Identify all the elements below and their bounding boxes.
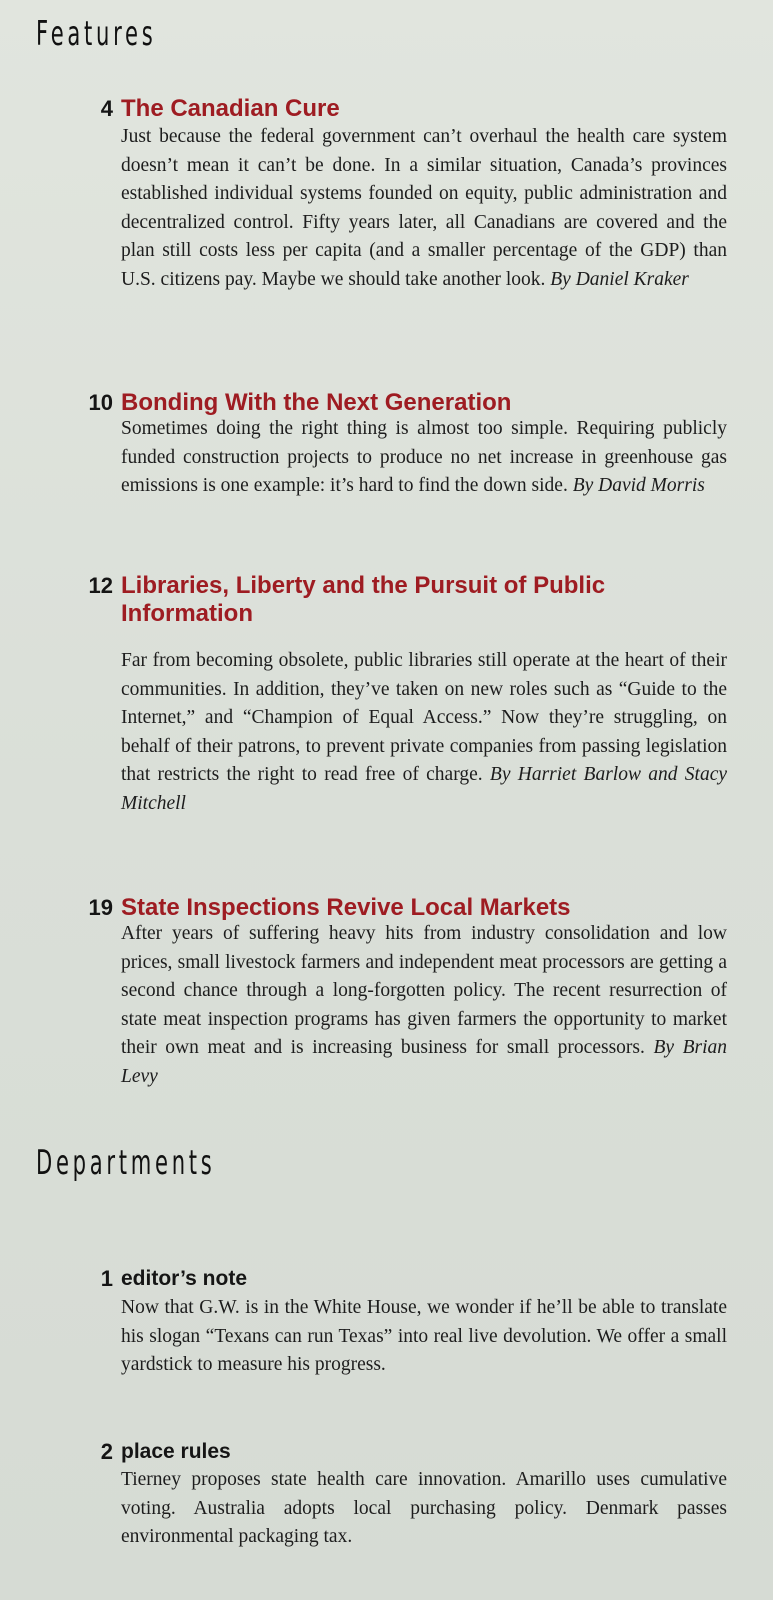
article-summary xyxy=(121,647,727,819)
byline: By Daniel Kraker xyxy=(550,268,689,290)
summary-text: Sometimes doing the right thing is almost too simple. Requiring publicly funded construction projects to produce no net increase in greenhouse gas emissions is one example: it’s hard to find the down side. xyxy=(121,418,727,497)
page-number: 4 xyxy=(100,96,113,121)
byline: By Brian Levy xyxy=(121,1037,728,1087)
summary-text: After years of suffering heavy hits from industry consolidation and low prices, small livestock farmers and independent meat processors are getting a second chance through a long-forgotten policy. The recent resurrection of state meat inspection programs has given farmers the opportunity to market their own meat and is increasing business for small processors. xyxy=(121,923,727,1059)
department-summary: Now that G.W. is in the White House, we wonder if he’ll be able to translate his slogan “Texans can run Texas” into real live devolution. We offer a small yardstick to measure his progress. xyxy=(121,1297,727,1376)
department-title[interactable]: editor’s note xyxy=(121,1267,248,1290)
article-summary xyxy=(121,920,727,1092)
summary-text: Far from becoming obsolete, public libraries still operate at the heart of their communities. In addition, they’ve taken on new roles such as “Guide to the Internet,” and “Champion of Equal Access.” Now they’re struggling, on behalf of their patrons, to prevent private companies from passing legislation that restricts the right to read free of charge. xyxy=(121,650,727,786)
article-title[interactable]: State Inspections Revive Local Markets xyxy=(121,894,571,921)
page-number: 10 xyxy=(88,390,113,415)
byline: By Harriet Barlow and Stacy Mitchell xyxy=(121,764,727,814)
byline: By David Morris xyxy=(572,475,705,497)
article-summary xyxy=(121,123,727,295)
page-number: 1 xyxy=(100,1266,113,1291)
article-title[interactable]: The Canadian Cure xyxy=(121,95,340,122)
article-title[interactable]: Libraries, Liberty and the Pursuit of Public Information xyxy=(121,572,606,627)
article-title[interactable]: Bonding With the Next Generation xyxy=(121,389,512,416)
page-number: 12 xyxy=(88,573,113,598)
department-title[interactable]: place rules xyxy=(121,1440,231,1463)
article-summary xyxy=(121,415,727,501)
page-number: 2 xyxy=(100,1439,113,1464)
departments-heading: Departments xyxy=(36,1143,216,1183)
page-number: 19 xyxy=(88,895,113,920)
features-heading: Features xyxy=(36,14,157,54)
summary-text: Just because the federal government can’t overhaul the health care system doesn’t mean it can’t be done. In a similar situation, Canada’s provinces established individual systems founded on equity, public administration and decentralized control. Fifty years later, all Canadians are covered and the plan still costs less per capita (and a smaller percentage of the GDP) than U.S. citizens pay. Maybe we should take another look. xyxy=(121,126,727,290)
department-summary: Tierney proposes state health care innovation. Amarillo uses cumulative voting. Australia adopts local purchasing policy. Denmark passes environmental packaging tax. xyxy=(121,1469,727,1548)
